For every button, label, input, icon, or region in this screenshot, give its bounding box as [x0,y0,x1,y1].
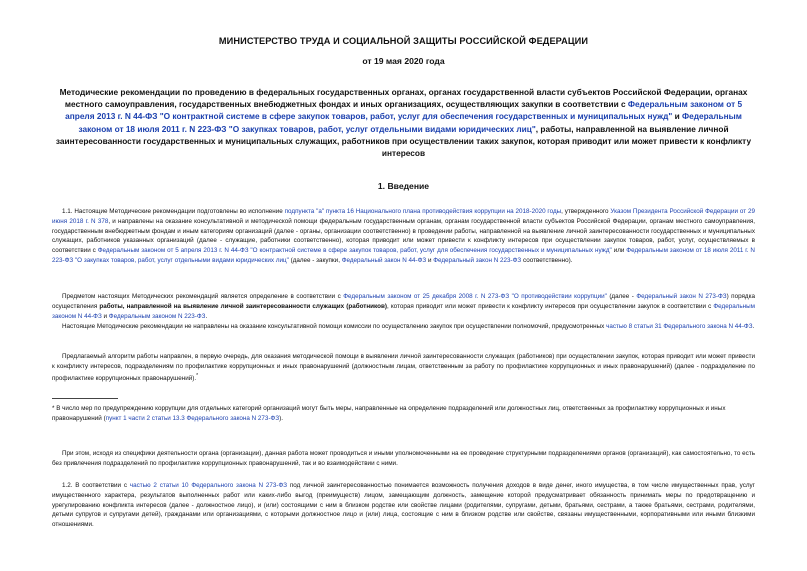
paragraph-text: Предметом настоящих Методических рекомендаций является определение в соответствии с [62,293,344,300]
footnote-text: * В число мер по предупреждению коррупции для отдельных категорий организаций могут быть меры, направленные на определение подразделений или должностных лиц, ответственных за профилактику коррупционных и иных правонарушений ( [52,405,726,422]
paragraph-text: Предлагаемый алгоритм работы направлен, в первую очередь, для оказания методической помощи в выявлении личной заинтересованности служащих (работников) при осуществлении закупок, которая приводит или может привести к конфликту интересов, подразделениям по профилактике коррупционных и иных правонарушений (должностным лицам, ответственным за работу по профилактике коррупционных и иных правонарушений) (далее - подразделение по профилактике коррупционных правонарушений). [52,353,755,382]
paragraph-text: соответственно). [521,256,573,264]
footnote-marker[interactable]: * [196,372,199,379]
paragraph-text: 1.2. В соответствии с [62,482,130,489]
paragraph-text: (далее - [606,293,637,300]
paragraph-1-2 [52,481,755,530]
paragraph-scope [52,322,755,332]
ministry-title: МИНИСТЕРСТВО ТРУДА И СОЦИАЛЬНОЙ ЗАЩИТЫ РОССИЙСКОЙ ФЕДЕРАЦИИ [218,36,589,46]
footnote [52,404,755,424]
article-31-link[interactable]: частью 8 статьи 31 Федерального закона N 44-ФЗ [606,323,753,330]
law-273-fz-link[interactable]: Федеральным законом от 25 декабря 2008 г. N 273-ФЗ "О противодействии коррупции" [343,293,607,300]
paragraph-text: , и направлены на оказание консультативной и методической помощи федеральным государственным органам, органам государственной власти субъектов Российской Федерации, органам местного самоуправления, государственным внебюджетным фондам и иным категориям организаций (далее - органы, организации соответственно) в проведении работы, направленной на выявление личной заинтересованности государственных и муниципальных служащих, работников указанных организаций (далее - служащие, работники соответственно), которая приводит или может привести к конфликту интересов при осуществлении закупок товаров, работ, услуг, осуществляемых в соответствии с [52,217,756,255]
presidential-decree-link[interactable]: Указом Президента Российской Федерации от 29 июня 2018 г. N 378 [52,208,755,225]
paragraph-text: или [611,247,627,255]
paragraph-text: ) порядка осуществления [52,293,756,310]
title-text: и [672,111,682,122]
paragraph-structural-units [52,449,755,469]
document-title [52,86,755,159]
national-plan-link[interactable]: подпункта "а" пункта 16 Национального плана противодействия коррупции на 2018-2020 годы [284,208,562,215]
law-44-fz-short-link[interactable]: Федеральный закон N 44-ФЗ [341,256,427,264]
law-223-fz-short-link[interactable]: Федеральным законом N 223-ФЗ [108,312,206,320]
paragraph-text: под личной заинтересованностью понимается возможность получения доходов в виде денег, иного имущества, в том числе имущественных прав, услуг имущественного характера, результатов выполненных работ или каких-либо выгод (преимуществ) лицом, замещающим должность, замещение которой предусматривает обязанность принимать меры по предотвращению и урегулированию конфликта интересов (далее - должностное лицо), и (или) состоящими с ним в близком родстве или свойстве лицами (родителями, супругами, детьми, братьями, сестрами, а также братьями, сестрами, родителями, детьми супругов и супругами детей), гражданами или организациями, с которыми должностное лицо и (или) лица, состоящие с ним в близком родстве или свойстве, связаны имущественными, корпоративными или иными близкими отношениями. [52,482,755,529]
paragraph-subject [52,292,755,321]
footnote-text: ). [279,414,283,422]
paragraph-text: 1.1. Настоящие Методические рекомендации подготовлены во исполнение [62,208,285,215]
law-44-fz-link[interactable]: Федеральным законом от 5 апреля 2013 г. N 44-ФЗ "О контрактной системе в сфере закупок товаров, работ, услуг для обеспечения государственных и муниципальных нужд" [65,99,743,122]
title-text: Методические рекомендации по проведению в федеральных государственных органах, органах государственной власти субъектов Российской Федерации, органах местного самоуправления, государственных внебюджетных фондах и иных организациях, осуществляющих закупки в соответствии с [59,87,748,110]
law-44-fz-link[interactable]: Федеральным законом от 5 апреля 2013 г. N 44-ФЗ "О контрактной системе в сфере закупок товаров, работ, услуг для обеспечения государственных и муниципальных нужд" [97,247,612,255]
paragraph-text: . [752,323,755,330]
footnote-divider [52,398,118,399]
paragraph-text: При этом, исходя из специфики деятельности органа (организации), данная работа может проводиться и иными уполномоченными на ее проведение структурными подразделениями органов (организаций), как самостоятельно, то есть без привлечения подразделений по профилактике коррупционных правонарушений, так и во взаимодействии с ними. [52,450,755,467]
paragraph-text: и [426,256,434,264]
law-223-fz-link[interactable]: Федеральным законом от 18 июля 2011 г. N 223-ФЗ "О закупках товаров, работ, услуг отдельными видами юридических лиц" [78,111,742,134]
article-13-3-link[interactable]: пункт 1 части 2 статьи 13.3 Федерального закона N 273-ФЗ [105,414,280,422]
section-heading: 1. Введение [377,181,430,191]
paragraph-text: . [205,312,208,320]
paragraph-text: и [101,312,109,320]
paragraph-text: , утвержденного [561,208,611,215]
paragraph-text: (далее - закупки, [288,256,342,264]
paragraph-text: Настоящие Методические рекомендации не направлены на оказание консультативной помощи комиссии по осуществлению закупок при осуществлении полномочий, предусмотренных [62,323,607,330]
law-223-fz-link[interactable]: Федеральным законом от 18 июля 2011 г. N 223-ФЗ "О закупках товаров, работ, услуг отдельными видами юридических лиц" [52,247,755,264]
bold-phrase: работы, направленной на выявление личной заинтересованности служащих (работников) [99,302,387,310]
document-date: от 19 мая 2020 года [362,56,445,66]
paragraph-1-1 [52,207,755,266]
paragraph-algorithm [52,352,755,383]
law-223-fz-short-link[interactable]: Федеральный закон N 223-ФЗ [433,256,522,264]
article-10-link[interactable]: частью 2 статьи 10 Федерального закона N 273-ФЗ [129,482,288,489]
paragraph-text: , которая приводит или может привести к конфликту интересов при осуществлении закупок в соответствии с [386,302,714,310]
law-273-fz-short-link[interactable]: Федеральный закон N 273-ФЗ [636,293,727,300]
title-text: , работы, направленной на выявление личной заинтересованности государственных и муниципальных служащих, работников при осуществлении таких закупок, которая приводит или может привести к конфликту интересов [55,123,752,159]
law-44-fz-short-link[interactable]: Федеральным законом N 44-ФЗ [52,302,756,320]
